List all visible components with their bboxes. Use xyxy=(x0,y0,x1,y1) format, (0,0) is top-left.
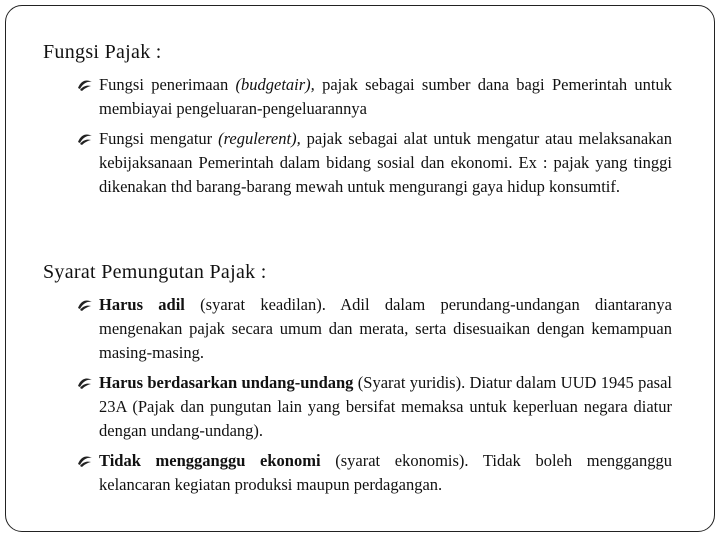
list-item-tidak-mengganggu-ekonomi xyxy=(77,449,672,497)
item-rest: pajak sebagai sumber dana bagi Pemerintah untuk membiayai pengeluaran-pengeluarannya xyxy=(99,75,672,118)
list-item-text xyxy=(77,73,672,121)
item-term: (budgetair), xyxy=(235,75,315,94)
section-heading-syarat-pemungutan: Syarat Pemungutan Pajak : xyxy=(43,261,267,283)
item-lead: Fungsi mengatur xyxy=(99,129,219,148)
list-item-text xyxy=(77,293,672,365)
item-bold: Tidak mengganggu ekonomi xyxy=(99,451,321,470)
list-item-text xyxy=(77,449,672,497)
item-rest: pajak sebagai alat untuk mengatur atau melaksanakan kebijaksanaan Pemerintah dalam bidang sosial dan ekonomi. Ex : pajak yang tinggi dikenakan thd barang-barang mewah untuk mengurangi gaya hidup konsumtif. xyxy=(99,129,673,196)
list-item-text xyxy=(77,127,672,199)
list-item-fungsi-penerimaan xyxy=(77,73,672,121)
swirl-bullet-icon xyxy=(77,132,93,146)
list-item-fungsi-mengatur xyxy=(77,127,672,199)
section-heading-fungsi-pajak: Fungsi Pajak : xyxy=(43,41,162,63)
swirl-bullet-icon xyxy=(77,454,93,468)
item-bold: Harus berdasarkan undang-undang xyxy=(99,373,354,392)
swirl-bullet-icon xyxy=(77,376,93,390)
swirl-bullet-icon xyxy=(77,78,93,92)
item-term: (regulerent), xyxy=(218,129,301,148)
item-rest: (syarat keadilan). Adil dalam perundang-undangan diantaranya mengenakan pajak secara umum dan merata, serta disesuaikan dengan kemampuan masing-masing. xyxy=(99,295,672,362)
item-bold: Harus adil xyxy=(99,295,185,314)
item-rest: (syarat ekonomis). Tidak boleh mengganggu kelancaran kegiatan produksi maupun perdagangan. xyxy=(99,451,673,494)
swirl-bullet-icon xyxy=(77,298,93,312)
item-rest: (Syarat yuridis). Diatur dalam UUD 1945 pasal 23A (Pajak dan pungutan lain yang bersifat memaksa untuk keperluan negara diatur dengan undang-undang). xyxy=(99,373,673,440)
list-item-harus-adil xyxy=(77,293,672,365)
item-lead: Fungsi penerimaan xyxy=(99,75,236,94)
list-item-harus-berdasarkan-uu xyxy=(77,371,672,443)
list-item-text xyxy=(77,371,672,443)
